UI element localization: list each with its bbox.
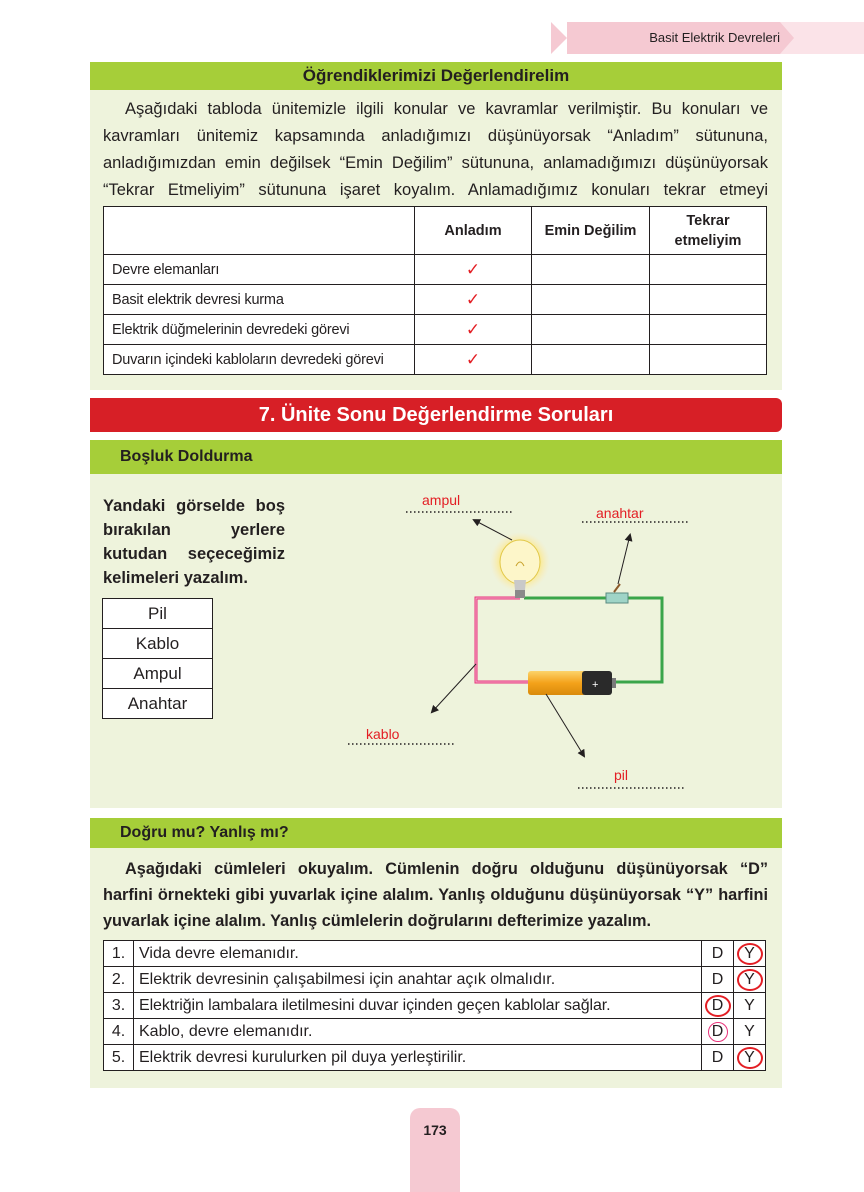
tf-statement: Elektriğin lambalara iletilmesini duvar içinden geçen kablolar sağlar. [134, 993, 702, 1019]
eval-cell-repeat[interactable] [650, 345, 767, 375]
page-number: 173 [410, 1108, 460, 1192]
tf-option-d[interactable]: D [702, 1045, 734, 1071]
tf-row [104, 967, 766, 993]
eval-cell-unsure[interactable] [532, 285, 650, 315]
checkmark-icon[interactable]: ✓ [415, 255, 532, 285]
word-option: Pil [103, 599, 213, 629]
eval-topic: Elektrik düğmelerinin devredeki görevi [104, 315, 415, 345]
tf-option-y[interactable] [734, 941, 766, 967]
tf-statement: Elektrik devresi kurulurken pil duya yerleştirilir. [134, 1045, 702, 1071]
eval-topic: Devre elemanları [104, 255, 415, 285]
eval-cell-repeat[interactable] [650, 315, 767, 345]
fill-blank-instruction: Yandaki görselde boş bırakılan yerlere kutudan seçeceğimiz kelimeleri yazalım. [103, 497, 285, 587]
unit-title: 7. Ünite Sonu Değerlendirme Soruları [90, 398, 782, 432]
fill-blank-title: Boşluk Doldurma [120, 448, 253, 465]
answer-ampul: ampul [422, 492, 461, 508]
tf-number: 2. [104, 967, 134, 993]
col-header-repeat: Tekrar etmeliyim [650, 207, 767, 255]
checkmark-icon[interactable]: ✓ [415, 285, 532, 315]
col-header-understood: Anladım [415, 207, 532, 255]
tf-option-d[interactable]: D [702, 941, 734, 967]
tf-statement: Elektrik devresinin çalışabilmesi için anahtar açık olmalıdır. [134, 967, 702, 993]
chevron-decoration [780, 22, 864, 54]
circled-answer: Y [737, 943, 763, 965]
word-option: Anahtar [103, 689, 213, 719]
tf-option-y[interactable]: Y [734, 993, 766, 1019]
pink-wire [476, 598, 528, 682]
eval-cell-unsure[interactable] [532, 345, 650, 375]
chapter-title: Basit Elektrik Devreleri [649, 30, 780, 45]
tf-statement: Kablo, devre elemanıdır. [134, 1019, 702, 1045]
answer-kablo: kablo [366, 726, 400, 742]
true-false-instruction: Aşağıdaki cümleleri okuyalım. Cümlenin doğru olduğunu düşünüyorsak “D” harfini örnekteki gibi yuvarlak içine alalım. Yanlış olduğunu düşünüyorsak “Y” harfini yuvarlak içine alalım. Yanlış cümlelerin doğrularını defterimize yazalım. [103, 860, 768, 930]
tf-option-y[interactable] [734, 1045, 766, 1071]
tf-row [104, 993, 766, 1019]
checkmark-icon[interactable]: ✓ [415, 315, 532, 345]
circled-answer: Y [737, 969, 763, 991]
bulb-icon [490, 532, 550, 598]
battery-plus-sign: + [592, 679, 599, 691]
tf-option-y[interactable]: Y [734, 1019, 766, 1045]
eval-cell-unsure[interactable] [532, 315, 650, 345]
eval-row [104, 315, 767, 345]
tf-number: 4. [104, 1019, 134, 1045]
tf-statement: Vida devre elemanıdır. [134, 941, 702, 967]
eval-row [104, 345, 767, 375]
circled-answer: D [705, 995, 731, 1017]
eval-row [104, 255, 767, 285]
example-circled-answer: D [708, 1022, 728, 1042]
true-false-title: Doğru mu? Yanlış mı? [120, 824, 289, 841]
tf-option-d[interactable] [702, 1019, 734, 1045]
eval-cell-repeat[interactable] [650, 255, 767, 285]
checkmark-icon[interactable]: ✓ [415, 345, 532, 375]
switch-icon [606, 584, 628, 603]
arrow-ampul [474, 520, 512, 540]
evaluate-intro: Aşağıdaki tabloda ünitemizle ilgili konular ve kavramlar verilmiştir. Bu konuları ve kavramları ünitemiz kapsamında anladığımızı düşünüyorsak “Anladım” sütununa, anladığımızdan emin değilsek “Emin Değilim” sütununa, anlamadığımızı düşünüyorsak “Tekrar Etmeliyim” sütununa işaret koyalım. Anlamadığımız konuları tekrar etmeyi [103, 100, 768, 199]
eval-cell-unsure[interactable] [532, 255, 650, 285]
battery-icon [528, 671, 616, 695]
circled-answer: Y [737, 1047, 763, 1069]
tf-row [104, 1019, 766, 1045]
arrow-kablo [432, 664, 476, 712]
true-false-table [103, 940, 766, 1071]
word-option: Ampul [103, 659, 213, 689]
evaluation-table [103, 206, 767, 375]
chapter-header [552, 22, 864, 54]
tf-number: 3. [104, 993, 134, 1019]
tf-option-y[interactable] [734, 967, 766, 993]
word-option: Kablo [103, 629, 213, 659]
eval-topic: Duvarın içindeki kabloların devredeki görevi [104, 345, 415, 375]
circuit-diagram [330, 480, 710, 800]
eval-cell-repeat[interactable] [650, 285, 767, 315]
pink-wire-inner [476, 598, 528, 682]
answer-anahtar: anahtar [596, 505, 644, 521]
arrow-anahtar [618, 535, 630, 584]
eval-row [104, 285, 767, 315]
word-box [102, 598, 213, 719]
green-wire [614, 598, 662, 682]
tf-option-d[interactable] [702, 993, 734, 1019]
tf-option-d[interactable]: D [702, 967, 734, 993]
arrow-pil [546, 694, 584, 756]
answer-pil: pil [614, 767, 629, 783]
evaluate-title: Öğrendiklerimizi Değerlendirelim [302, 66, 570, 85]
eval-blank-header [104, 207, 415, 255]
tf-row [104, 1045, 766, 1071]
tf-row [104, 941, 766, 967]
tf-number: 1. [104, 941, 134, 967]
col-header-unsure: Emin Değilim [532, 207, 650, 255]
eval-topic: Basit elektrik devresi kurma [104, 285, 415, 315]
tf-number: 5. [104, 1045, 134, 1071]
